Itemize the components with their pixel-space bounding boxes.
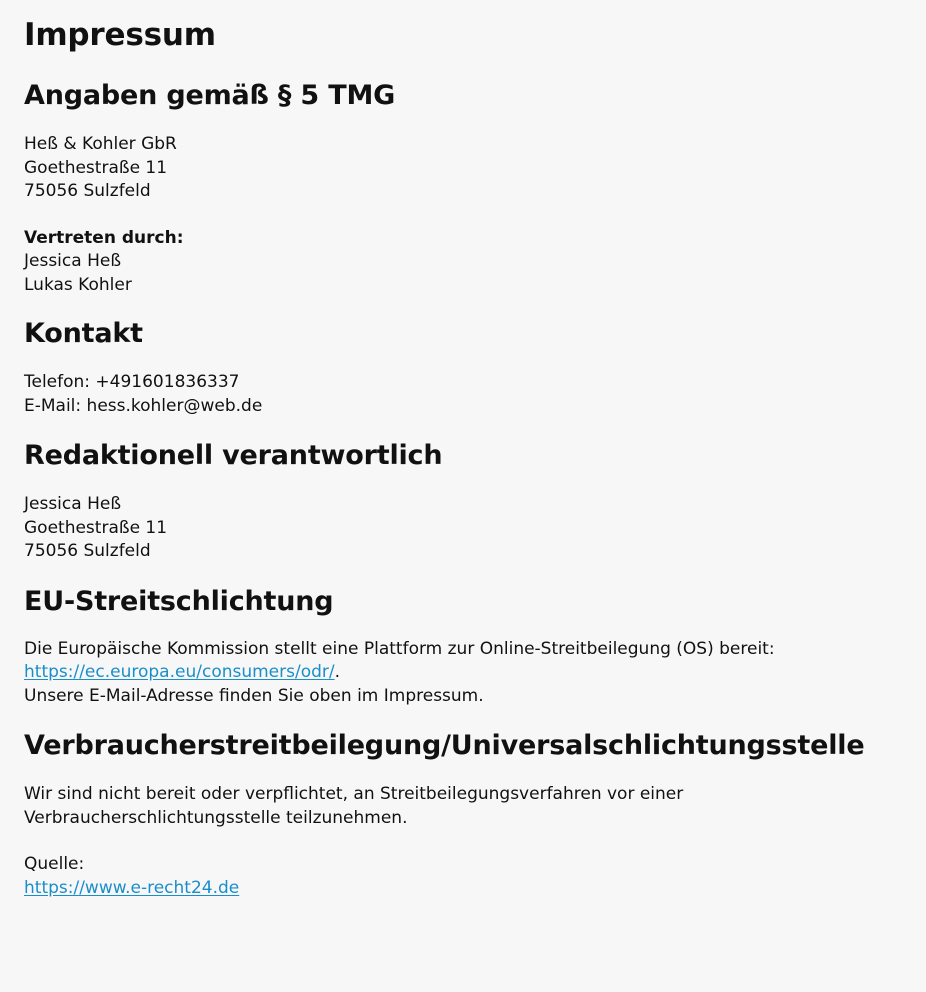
eu-dispute-email-note: Unsere E-Mail-Adresse finden Sie oben im Impressum. <box>24 685 484 706</box>
editor-city: 75056 Sulzfeld <box>24 541 151 561</box>
represented-by <box>24 227 926 298</box>
company-city: 75056 Sulzfeld <box>24 181 151 201</box>
editorial-responsible <box>24 493 926 564</box>
heading-redaktion: Redaktionell verantwortlich <box>24 440 443 471</box>
source-label: Quelle: <box>24 854 85 874</box>
eu-dispute-text <box>24 638 926 709</box>
consumer-dispute-text <box>24 783 926 830</box>
source-link[interactable]: https://www.e-recht24.de <box>24 877 240 898</box>
company-name: Heß & Kohler GbR <box>24 134 177 154</box>
eu-dispute-intro: Die Europäische Kommission stellt eine Plattform zur Online-Streitbeilegung (OS) bereit: <box>24 638 775 659</box>
contact-email: E-Mail: hess.kohler@web.de <box>24 395 263 416</box>
representative-name: Jessica Heß <box>24 251 122 271</box>
eu-odr-suffix: . <box>334 662 341 682</box>
company-address <box>24 133 926 204</box>
editor-street: Goethestraße 11 <box>24 517 168 538</box>
contact-info <box>24 371 926 418</box>
heading-angaben: Angaben gemäß § 5 TMG <box>24 80 396 111</box>
editor-name: Jessica Heß <box>24 494 122 514</box>
consumer-dispute-line: Wir sind nicht bereit oder verpflichtet, an Streitbeilegungsverfahren vor einer <box>24 784 684 804</box>
heading-consumer-dispute: Verbraucherstreitbeilegung/Universalschlichtungsstelle <box>24 730 865 761</box>
contact-phone: Telefon: +491601836337 <box>24 372 240 392</box>
source <box>24 853 926 900</box>
page-title: Impressum <box>24 17 216 53</box>
represented-by-label: Vertreten durch: <box>24 227 184 248</box>
representative-name: Lukas Kohler <box>24 274 132 295</box>
heading-kontakt: Kontakt <box>24 318 143 349</box>
source-line <box>24 877 926 901</box>
consumer-dispute-line: Verbraucherschlichtungsstelle teilzunehmen. <box>24 807 408 828</box>
company-street: Goethestraße 11 <box>24 157 168 178</box>
eu-odr-link[interactable]: https://ec.europa.eu/consumers/odr/ <box>24 662 335 682</box>
eu-odr-line <box>24 661 926 685</box>
heading-eu-dispute: EU-Streitschlichtung <box>24 585 334 617</box>
